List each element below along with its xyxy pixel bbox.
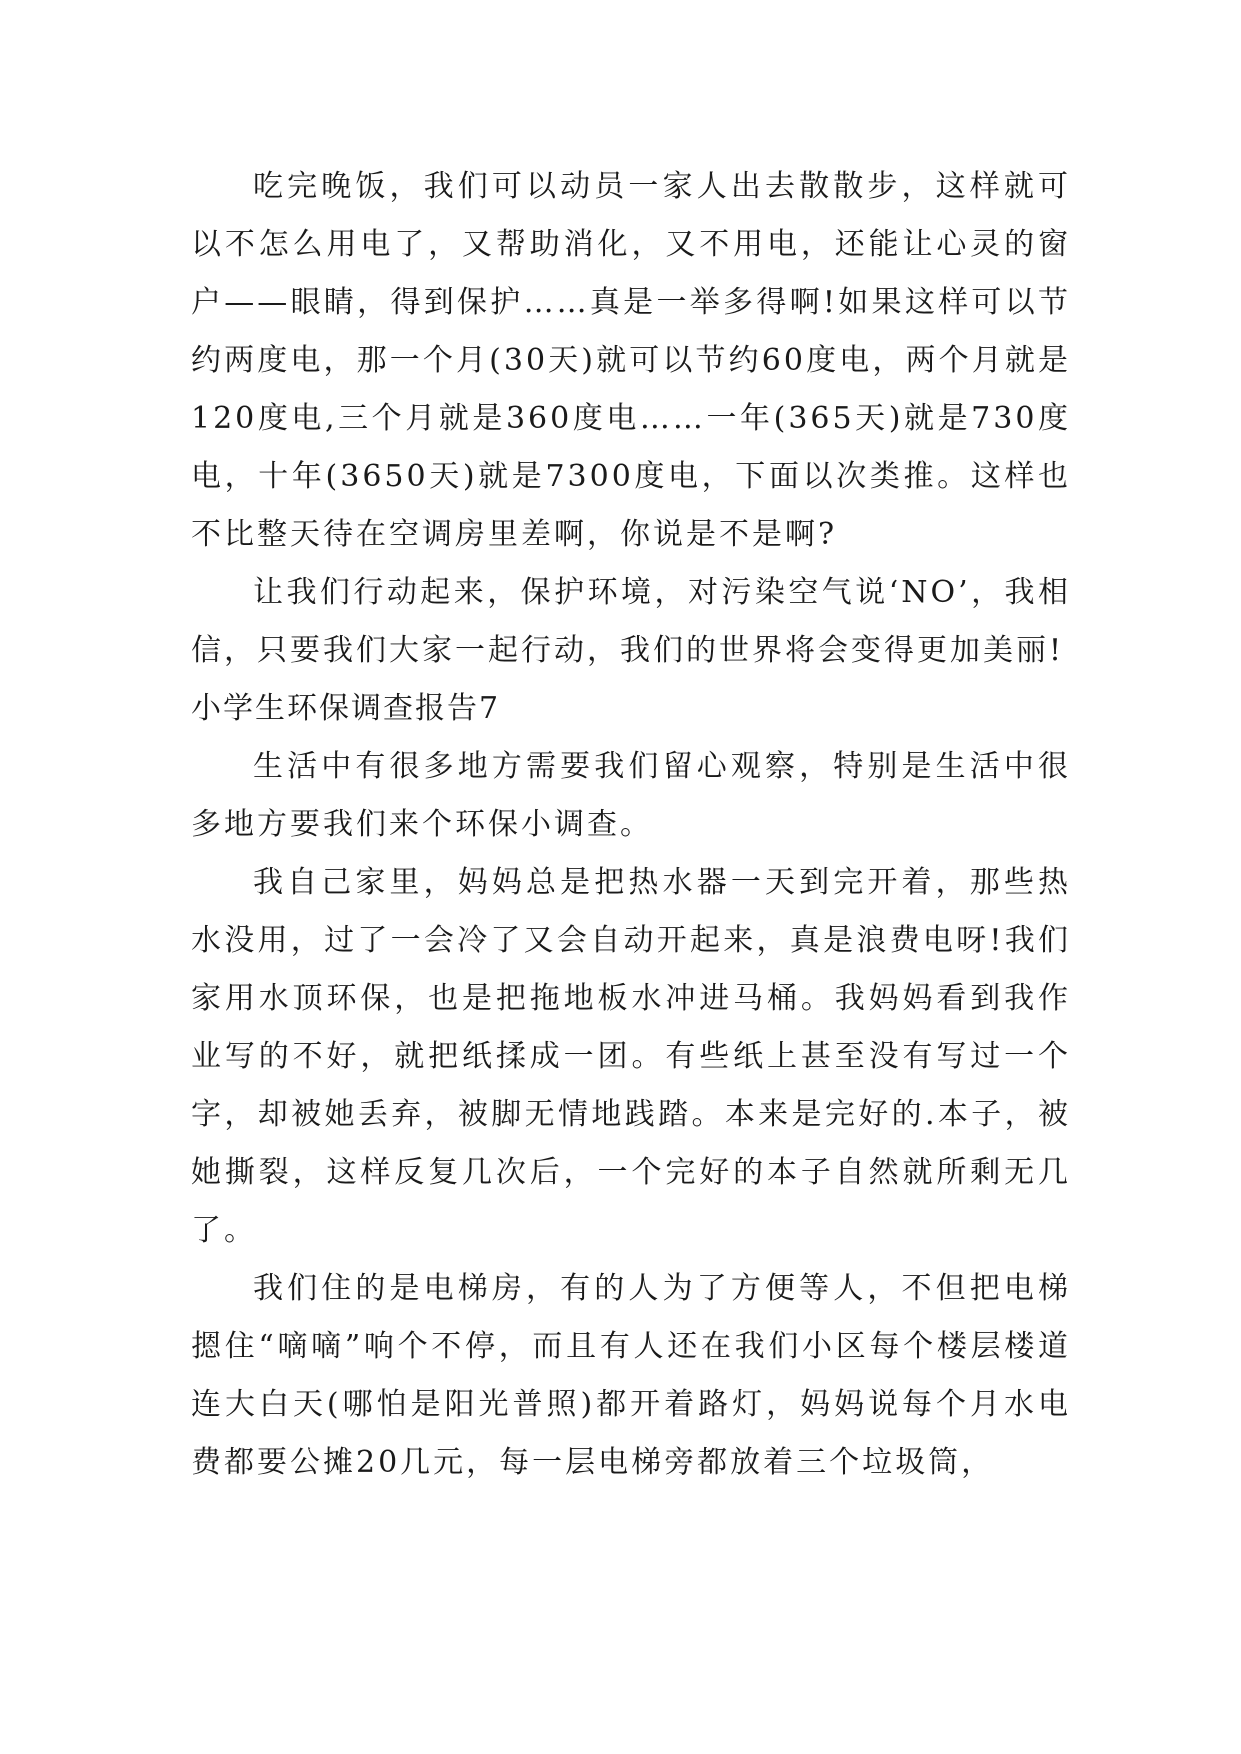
section-heading: 小学生环保调查报告7 (191, 691, 501, 726)
paragraph-elevator-building: 我们住的是电梯房，有的人为了方便等人，不但把电梯摁住“嘀嘀”响个不停，而且有人还在我们小区每个楼层楼道连大白天(哪怕是阳光普照)都开着路灯，妈妈说每个月水电费都要公摊20几元，每一层电梯旁都放着三个垃圾筒， (191, 1271, 1071, 1480)
paragraph-survey-intro: 生活中有很多地方需要我们留心观察，特别是生活中很多地方要我们来个环保小调查。 (191, 749, 1071, 842)
paragraph-call-to-action: 让我们行动起来，保护环境，对污染空气说‘NO’，我相信，只要我们大家一起行动，我们的世界将会变得更加美丽! (191, 575, 1071, 668)
paragraph-evening-walk: 吃完晚饭，我们可以动员一家人出去散散步，这样就可以不怎么用电了，又帮助消化，又不用电，还能让心灵的窗户——眼睛，得到保护……真是一举多得啊!如果这样可以节约两度电，那一个月(30天)就可以节约60度电，两个月就是120度电,三个月就是360度电……一年(365天)就是730度电，十年(3650天)就是7300度电，下面以次类推。这样也不比整天待在空调房里差啊，你说是不是啊? (191, 169, 1071, 552)
document-body (191, 158, 1071, 1492)
paragraph-home-waste: 我自己家里，妈妈总是把热水器一天到完开着，那些热水没用，过了一会冷了又会自动开起来，真是浪费电呀!我们家用水顶环保，也是把拖地板水冲进马桶。我妈妈看到我作业写的不好，就把纸揉成一团。有些纸上甚至没有写过一个字，却被她丢弃，被脚无情地践踏。本来是完好的.本子，被她撕裂，这样反复几次后，一个完好的本子自然就所剩无几了。 (191, 865, 1071, 1248)
